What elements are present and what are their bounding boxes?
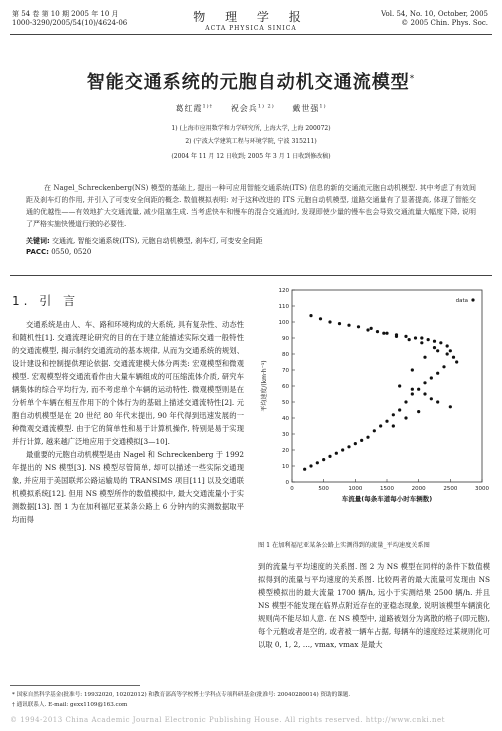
data-point xyxy=(404,416,407,419)
data-point xyxy=(366,328,369,331)
data-point xyxy=(347,324,350,327)
author-affiliation-mark: 1) xyxy=(319,103,327,110)
data-point xyxy=(433,340,436,343)
keywords: 交通流, 智能交通系统(ITS), 元胞自动机模型, 刹车灯, 可变安全间距 xyxy=(52,237,263,245)
title-footnote-mark: * xyxy=(409,74,416,84)
data-point xyxy=(385,332,388,335)
data-point xyxy=(328,320,331,323)
data-point xyxy=(446,344,449,347)
author-name: 戴世强 xyxy=(292,104,320,113)
author-affiliation-mark: 1)† xyxy=(202,103,214,110)
data-point xyxy=(436,349,439,352)
data-point xyxy=(319,317,322,320)
paragraph: 交通系统是由人、车、路和环境构成的大系统, 具有复杂性、动态性和随机性[1]. 交通流理论研究的目的在于建立能描述实际交通一般特性的交通流模型, 揭示制约交通流动的基本规律, 从而为交通系统的规划、设计建设和控制提供理论依据. 交通流建模大体分两类: 宏观模型和微观模型. 宏观模型将交通流看作由大量车辆组成的可压缩流体介质, 研究车辆集体的综合平均行为, 而不考虑单个车辆的运动特性. 微观模型则是在分析单个车辆在相互作用下的个体行为的基础上描述交通流特性[2]. 元胞自动机模型是在 20 世纪 80 年代末提出, 90 年代得到迅速发展的一种微观交通流模型. 由于它的简单性和易于计算机操作, 特别是易于实现并行计算, 越来越广泛地应用于交通模拟[3—10]. xyxy=(12,320,244,446)
data-point xyxy=(446,352,449,355)
data-point xyxy=(347,445,350,448)
right-column: 到的流量与平均速度的关系图. 图 2 为 NS 模型在同样的条件下数值模拟得到的流量与平均速度的关系图. 比较两者的最大流量可发现由 NS 模型模拟出的最大流量 1700 辆/h, 远小于实测结果 2500 辆/h. 并且 NS 模型不能发现在临界点附近存在的亚稳态现象, 说明该模型车辆演化规则尚不能尽如人意. 在 NS 模型中, 道路被划分为离散的格子(即元胞), 每个元胞或者是空的, 或者被一辆车占据, 每辆车的速度经过某规则化可以取 0, 1, 2, …, vmax, vmax 是最大 xyxy=(258,562,490,649)
data-point xyxy=(341,448,344,451)
header-rule xyxy=(10,34,492,35)
data-point xyxy=(449,349,452,352)
data-point xyxy=(398,384,401,387)
data-point xyxy=(335,452,338,455)
data-point xyxy=(382,332,385,335)
paper-title-text: 智能交通系统的元胞自动机交通流模型 xyxy=(86,72,410,93)
keywords-block xyxy=(26,236,476,258)
data-point xyxy=(430,397,433,400)
data-point xyxy=(370,327,373,330)
data-point xyxy=(309,314,312,317)
pacc-label: PACC: xyxy=(26,248,49,256)
data-point xyxy=(433,346,436,349)
y-tick-label: 90 xyxy=(282,336,289,342)
publisher-footer: © 1994-2013 China Academic Journal Electronic Publishing House. All rights reserved. http://www.cnki.net xyxy=(10,716,445,724)
data-point xyxy=(414,336,417,339)
data-point xyxy=(395,335,398,338)
data-point xyxy=(408,338,411,341)
y-tick-label: 60 xyxy=(282,384,289,390)
y-tick-label: 100 xyxy=(278,320,289,326)
section-title: 引 言 xyxy=(39,294,80,308)
data-point xyxy=(449,405,452,408)
footnote-funding: * 国家自然科学基金(批准号: 19932020, 10202012) 和教育部高等学校博士学科点专项科研基金(批准号: 20040280014) 资助的课题. xyxy=(12,692,351,698)
data-point xyxy=(423,356,426,359)
legend-marker xyxy=(471,298,474,301)
data-point xyxy=(420,341,423,344)
x-tick-label: 2500 xyxy=(443,486,458,492)
y-tick-label: 80 xyxy=(282,352,289,358)
data-point xyxy=(376,330,379,333)
data-point xyxy=(442,365,445,368)
keywords-label: 关键词: xyxy=(26,237,50,245)
y-tick-label: 20 xyxy=(282,448,289,454)
data-point xyxy=(338,322,341,325)
journal-name-en: ACTA PHYSICA SINICA xyxy=(205,25,297,32)
data-point xyxy=(420,336,423,339)
data-point xyxy=(360,439,363,442)
data-point xyxy=(423,392,426,395)
abstract: 在 Nagel_Schreckenberg(NS) 模型的基础上, 提出一种可应用智能交通系统(ITS) 信息的新的交通流元胞自动机模型. 其中考虑了有效间距及刹车灯的作用, 并引入了可变安全间距的概念. 数值模拟表明: 对于这种改进的 ITS 元胞自动机模型, 道路交通量有了显著提高, 体现了智能交通的优越性——有效地扩大交通流量, 减少阻塞生成. 当考虑快车和慢车的混合交通流时, 发现即使少量的慢车也会导致交通流量大幅度下降, 说明了严格实施快慢道行驶的必要性. xyxy=(26,184,476,228)
data-point xyxy=(309,464,312,467)
x-tick-label: 2000 xyxy=(411,486,426,492)
data-point xyxy=(404,400,407,403)
legend-label: data xyxy=(455,298,468,304)
author-name: 祝会兵 xyxy=(230,104,258,113)
data-point xyxy=(357,325,360,328)
data-point xyxy=(411,388,414,391)
y-tick-label: 50 xyxy=(282,400,289,406)
figure-1-chart xyxy=(256,284,492,534)
x-axis-label: 车流量(每条车道每小时车辆数) xyxy=(341,495,433,503)
footnote-rule xyxy=(10,685,140,686)
author-name: 葛红霞 xyxy=(175,104,203,113)
pacc-codes: 0550, 0520 xyxy=(51,248,92,256)
data-point xyxy=(411,392,414,395)
data-point xyxy=(316,461,319,464)
data-point xyxy=(303,468,306,471)
y-tick-label: 0 xyxy=(285,480,289,486)
y-tick-label: 120 xyxy=(278,288,289,294)
data-point xyxy=(392,413,395,416)
data-point xyxy=(404,335,407,338)
y-tick-label: 110 xyxy=(278,304,289,310)
x-tick-label: 500 xyxy=(318,486,329,492)
received-dates: (2004 年 11 月 12 日收到; 2005 年 3 月 1 日收到修改稿) xyxy=(171,153,331,160)
data-point xyxy=(398,408,401,411)
left-column xyxy=(12,318,244,526)
data-point xyxy=(455,360,458,363)
y-axis-label: 平均速度/(km·h⁻¹) xyxy=(261,360,268,412)
y-tick-label: 40 xyxy=(282,416,289,422)
x-tick-label: 1500 xyxy=(380,486,394,492)
data-point xyxy=(417,410,420,413)
x-tick-label: 1000 xyxy=(348,486,363,492)
issue-line: 第 54 卷 第 10 期 2005 年 10 月 xyxy=(12,10,119,18)
copyright-line: © 2005 Chin. Phys. Soc. xyxy=(401,19,488,27)
data-point xyxy=(322,458,325,461)
figure-1-caption: 图 1 在加利福尼亚某条公路上实测得到的流量_平均速度关系图 xyxy=(258,542,430,549)
data-point xyxy=(385,420,388,423)
data-point xyxy=(452,356,455,359)
y-tick-label: 10 xyxy=(282,464,289,470)
data-point xyxy=(411,368,414,371)
paper-title xyxy=(0,68,502,94)
data-point xyxy=(417,388,420,391)
volume-line: Vol. 54, No. 10, October, 2005 xyxy=(381,10,488,18)
footnote-contact: † 通讯联系人. E-mail: gexx1109@163.com xyxy=(12,702,128,708)
data-point xyxy=(430,376,433,379)
data-point xyxy=(354,442,357,445)
y-tick-label: 70 xyxy=(282,368,289,374)
section-number: 1. xyxy=(12,294,32,308)
journal-volume-info xyxy=(381,10,488,28)
data-point xyxy=(436,400,439,403)
paragraph: 最重要的元胞自动机模型是由 Nagel 和 Schreckenberg 于 1992 年提出的 NS 模型[3]. NS 模型尽管简单, 却可以描述一些实际交通现象, 并应用于美国联邦公路运输局的 TRANSIMS 项目[11] 以及交通联机模拟系统[12]. 但用 NS 模型所作的数值模拟中, 最大交通流量小于实测数据[13]. 图 1 为在加利福尼亚某条公路上 6 分钟内的实测数据取平均而得 xyxy=(12,450,244,524)
x-tick-label: 0 xyxy=(290,486,294,492)
data-point xyxy=(436,372,439,375)
affiliation-1: 1) (上海市应用数学和力学研究所, 上海大学, 上海 200072) xyxy=(171,125,331,132)
data-point xyxy=(392,424,395,427)
data-point xyxy=(366,436,369,439)
issn-line: 1000-3290/2005/54(10)/4624-06 xyxy=(12,19,128,27)
y-tick-label: 30 xyxy=(282,432,289,438)
data-point xyxy=(427,338,430,341)
journal-name-cn: 物 理 学 报 xyxy=(193,10,309,24)
author-list xyxy=(0,103,502,114)
data-point xyxy=(439,341,442,344)
data-point xyxy=(379,424,382,427)
abstract-rule xyxy=(10,275,492,276)
author-affiliation-mark: 1) 2) xyxy=(257,103,275,110)
x-tick-label: 3000 xyxy=(475,486,489,492)
data-point xyxy=(423,381,426,384)
affiliation-2: 2) (宁波大学建筑工程与环境学院, 宁波 315211) xyxy=(185,138,317,145)
data-point xyxy=(373,429,376,432)
data-point xyxy=(328,455,331,458)
section-heading xyxy=(12,292,79,309)
